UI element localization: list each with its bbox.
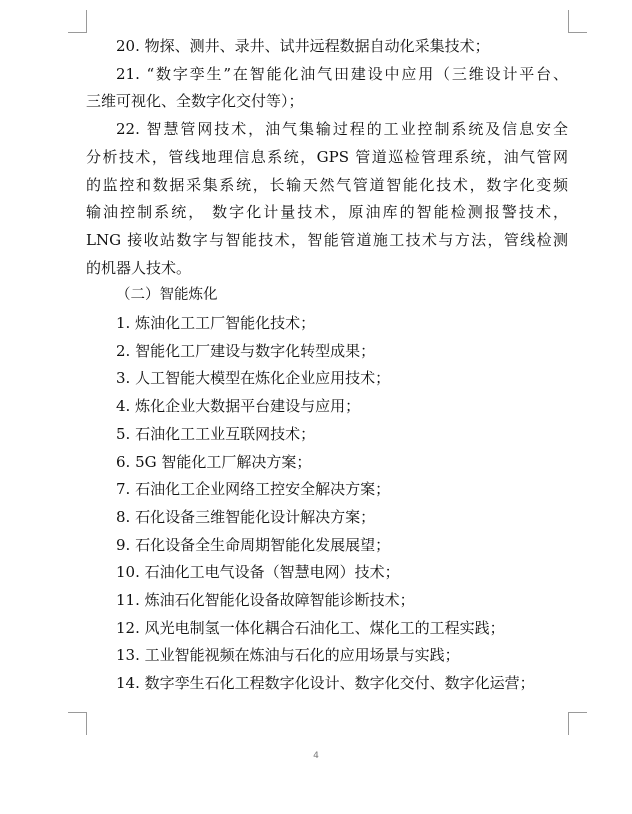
list-item: 10. 石油化工电气设备（智慧电网）技术； [116,563,400,582]
list-item: 8. 石化设备三维智能化设计解决方案； [116,507,376,526]
list-item-22-line-6: 的机器人技术。 [86,258,192,277]
list-item-22-line-4: 输油控制系统， 数字化计量技术，原油库的智能检测报警技术， [86,203,568,222]
list-item: 1. 炼油化工工厂智能化技术； [116,314,316,333]
list-item-22-line-2: 分析技术，管线地理信息系统，GPS 管道巡检管理系统，油气管网 [86,147,568,166]
list-item-20: 20. 物探、测井、录井、试井远程数据自动化采集技术； [116,37,490,55]
page-number: 4 [313,751,319,761]
corner-mark-bottom-left [68,712,87,735]
document-body [86,33,568,698]
list-item-22-line-1: 22. 智慧管网技术，油气集输过程的工业控制系统及信息安全 [116,120,568,139]
corner-mark-top-right [568,10,587,33]
list-item: 6. 5G 智能化工厂解决方案； [116,452,312,471]
list-item: 4. 炼化企业大数据平台建设与应用； [116,397,361,416]
list-item: 3. 人工智能大模型在炼化企业应用技术； [116,369,391,388]
list-item: 9. 石化设备全生命周期智能化发展展望； [116,535,391,554]
list-item-21 [86,61,568,116]
corner-mark-bottom-right [568,712,587,735]
list-item-21-line-2: 三维可视化、全数字化交付等）； [86,92,304,111]
list-item-22-line-5: LNG 接收站数字与智能技术，智能管道施工技术与方法，管线检测 [86,230,568,249]
list-item-22-line-3: 的监控和数据采集系统，长输天然气管道智能化技术，数字化变频 [86,175,568,194]
list-item: 12. 风光电制氢一体化耦合石油化工、煤化工的工程实践； [116,618,505,637]
list-item: 13. 工业智能视频在炼油与石化的应用场景与实践； [116,646,460,665]
list-item: 11. 炼油石化智能化设备故障智能诊断技术； [116,591,415,610]
list-item: 5. 石油化工工业互联网技术； [116,424,316,443]
list-item: 7. 石油化工企业网络工控安全解决方案； [116,480,391,499]
corner-mark-top-left [68,10,87,33]
list-item-22 [86,116,568,282]
list-item: 14. 数字孪生石化工程数字化设计、数字化交付、数字化运营； [116,674,535,693]
list-item: 2. 智能化工厂建设与数字化转型成果； [116,341,376,360]
list-item-21-line-1: 21. “数字孪生”在智能化油气田建设中应用（三维设计平台、 [116,64,568,83]
section-heading: （二）智能炼化 [116,287,218,304]
